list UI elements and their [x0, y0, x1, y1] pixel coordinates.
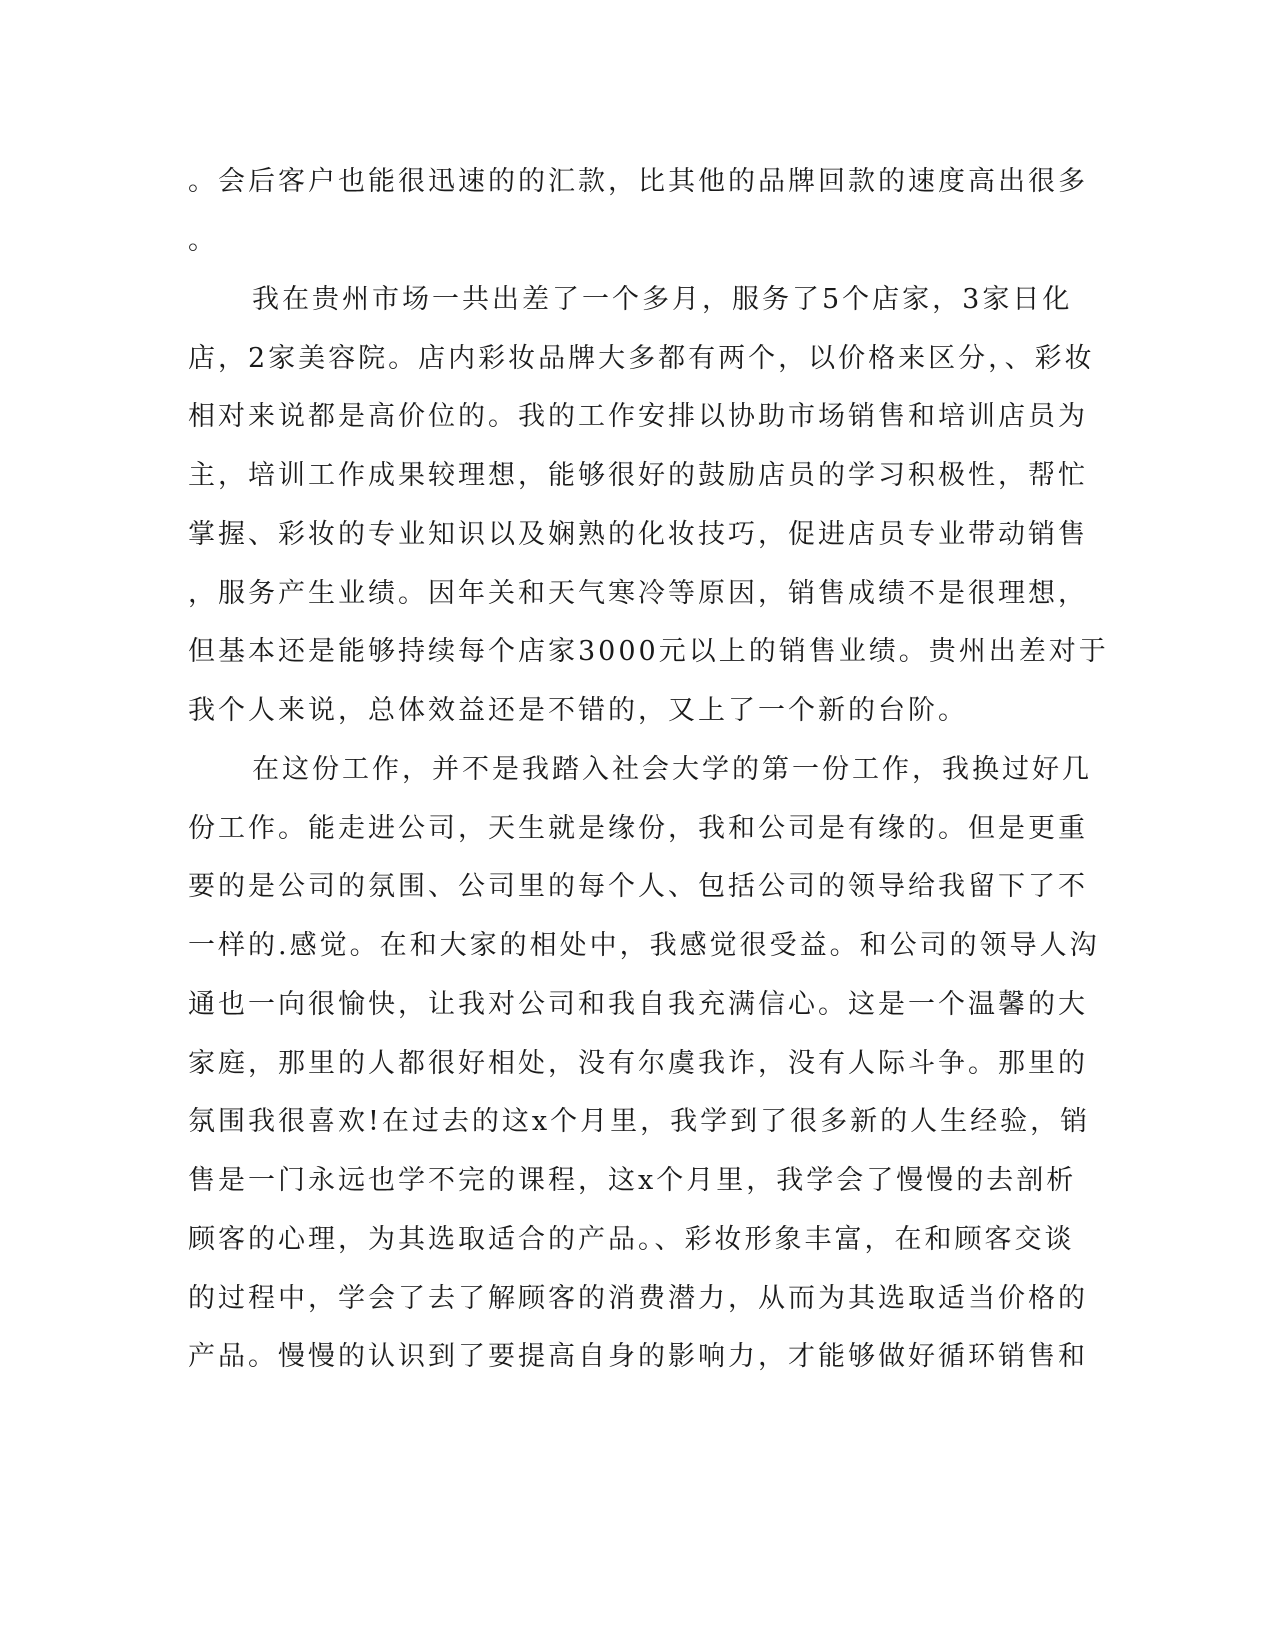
text-line: 家庭，那里的人都很好相处，没有尔虞我诈，没有人际斗争。那里的	[188, 1048, 1088, 1079]
text-line: 掌握、彩妆的专业知识以及娴熟的化妆技巧，促进店员专业带动销售	[188, 519, 1088, 550]
text-line: 份工作。能走进公司，天生就是缘份，我和公司是有缘的。但是更重	[188, 813, 1088, 844]
text-line: ，服务产生业绩。因年关和天气寒冷等原因，销售成绩不是很理想，	[188, 578, 1088, 609]
text-line: 产品。慢慢的认识到了要提高自身的影响力，才能够做好循环销售和	[188, 1341, 1088, 1372]
text-line: 要的是公司的氛围、公司里的每个人、包括公司的领导给我留下了不	[188, 871, 1088, 902]
paragraph-start-line: 在这份工作，并不是我踏入社会大学的第一份工作，我换过好几	[252, 754, 1092, 785]
text-line: 主，培训工作成果较理想，能够很好的鼓励店员的学习积极性，帮忙	[188, 460, 1088, 491]
text-line: 。	[188, 225, 218, 256]
text-line: 店，2家美容院。店内彩妆品牌大多都有两个，以价格来区分，、彩妆	[188, 343, 1095, 374]
text-line: 相对来说都是高价位的。我的工作安排以协助市场销售和培训店员为	[188, 401, 1088, 432]
text-line: 一样的.感觉。在和大家的相处中，我感觉很受益。和公司的领导人沟	[188, 930, 1100, 961]
text-line: 氛围我很喜欢!在过去的这x个月里，我学到了很多新的人生经验，销	[188, 1106, 1091, 1137]
text-line: 我个人来说，总体效益还是不错的，又上了一个新的台阶。	[188, 695, 968, 726]
text-line: 通也一向很愉快，让我对公司和我自我充满信心。这是一个温馨的大	[188, 989, 1088, 1020]
text-line: 售是一门永远也学不完的课程，这x个月里，我学会了慢慢的去剖析	[188, 1165, 1077, 1196]
text-line: 顾客的心理，为其选取适合的产品。、彩妆形象丰富，在和顾客交谈	[188, 1224, 1075, 1255]
text-line: 。会后客户也能很迅速的的汇款，比其他的品牌回款的速度高出很多	[188, 166, 1088, 197]
text-line: 的过程中，学会了去了解顾客的消费潜力，从而为其选取适当价格的	[188, 1283, 1088, 1314]
text-line: 但基本还是能够持续每个店家3000元以上的销售业绩。贵州出差对于	[188, 636, 1109, 667]
paragraph-start-line: 我在贵州市场一共出差了一个多月，服务了5个店家，3家日化	[252, 284, 1073, 315]
